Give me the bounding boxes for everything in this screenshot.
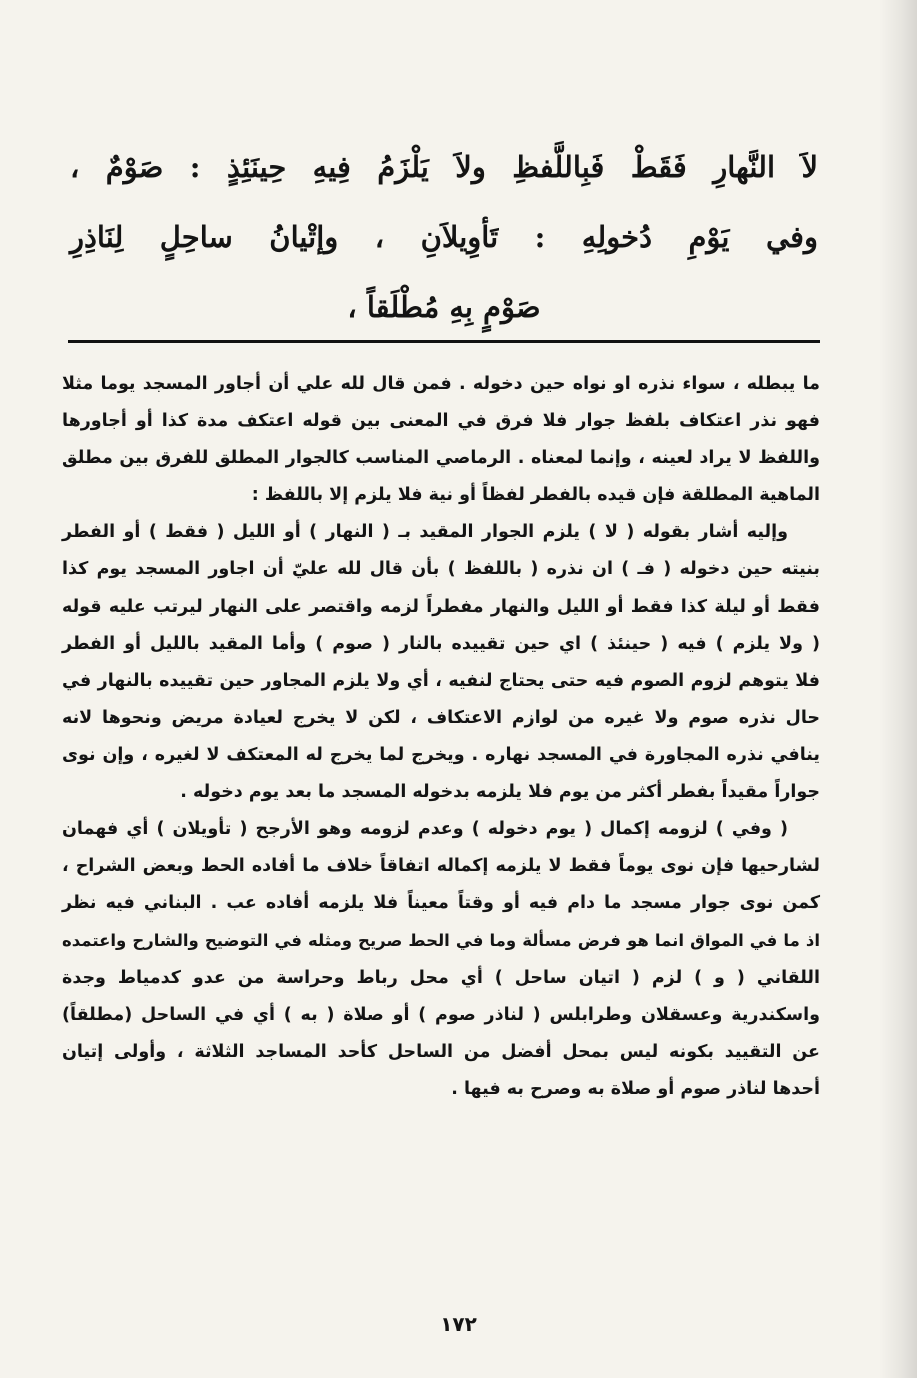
sharh-line: واسكندرية وعسقلان وطرابلس ( لناذر صوم ) أو صلاة ( به ) أي في الساحل (مطلقاً)	[62, 1004, 820, 1025]
sharh-line: ينافي نذره المجاورة في المسجد نهاره . ويخرج لما يخرج له المعتكف لا لغيره ، وإن نوى	[62, 744, 820, 765]
page-binding-shadow	[879, 0, 917, 1378]
sharh-line: أحدها لناذر صوم أو صلاة به وصرح به فيها .	[451, 1078, 820, 1099]
separator-rule	[68, 340, 820, 343]
page-number: ١٧٢	[440, 1312, 477, 1336]
sharh-line: عن التقييد بكونه ليس بمحل أفضل من الساحل كأحد المساجد الثلاثة ، وأولى إتيان	[62, 1041, 820, 1062]
sharh-line: ( ولا يلزم ) فيه ( حينئذ ) اي حين تقييده بالنار ( صوم ) وأما المقيد بالليل أو الفطر	[62, 633, 820, 654]
sharh-text	[62, 366, 820, 1108]
sharh-line: حال نذره صوم ولا غيره من لوازم الاعتكاف ، لكن لا يخرج لعيادة مريض ونحوها لانه	[62, 707, 820, 728]
sharh-line: بنيته حين دخوله ( فـ ) ان نذره ( باللفظ ) بأن قال لله عليّ أن اجاور المسجد يوم كذا	[62, 559, 820, 580]
sharh-line: واللفظ لا يراد لعينه ، وإنما لمعناه . الرماصي المناسب كالجوار المطلق للفرق بين مطلق	[62, 448, 820, 469]
matn-line: لاَ النَّهارِ فَقَطْ فَبِاللَّفظِ ولاَ يَلْزَمُ فِيهِ حِينَئِذٍ : صَوْمٌ ،	[70, 150, 818, 184]
sharh-line: فلا يتوهم لزوم الصوم فيه حتى يحتاج لنفيه ، أي ولا يلزم المجاور حين تقييده بالنهار في	[62, 670, 820, 691]
sharh-line: وإليه أشار بقوله ( لا ) يلزم الجوار المقيد بـ ( النهار ) أو الليل ( فقط ) أو الفطر	[62, 522, 788, 543]
sharh-line: جواراً مقيداً بفطر أكثر من يوم فلا يلزمه بدخوله المسجد ما بعد يوم دخوله .	[180, 782, 820, 803]
sharh-line: كمن نوى جوار مسجد ما دام فيه أو وقتاً معيناً فلا يلزمه أفاده عب . البناني فيه نظر	[62, 893, 820, 914]
sharh-line: لشارحيها فإن نوى يوماً فقط لا يلزمه إكماله اتفاقاً خلاف ما أفاده الحط وبعض الشراح ،	[62, 856, 820, 877]
sharh-line: الماهية المطلقة فإن قيده بالفطر لفظاً أو نية فلا يلزم إلا باللفظ :	[251, 485, 820, 506]
sharh-line: ( وفي ) لزومه إكمال ( يوم دخوله ) وعدم لزومه وهو الأرجح ( تأويلان ) أي فهمان	[62, 819, 788, 840]
sharh-line: اذ ما في المواق انما هو فرض مسألة وما في الحط صريح ومثله في التوضيح والشارح واعتمده	[62, 931, 820, 951]
matn-line: صَوْمٍ بِهِ مُطْلَقاً ،	[347, 290, 541, 324]
matn-text	[70, 132, 818, 342]
sharh-line: ما يبطله ، سواء نذره او نواه حين دخوله . فمن قال لله علي أن أجاور المسجد يوما مثلا	[62, 374, 820, 394]
sharh-line: اللقاني ( و ) لزم ( اتيان ساحل ) أي محل رباط وحراسة من عدو كدمياط وجدة	[62, 967, 820, 988]
sharh-line: فهو نذر اعتكاف بلفظ جوار فلا فرق في المعنى بين قوله اعتكف مدة كذا أو أجاورها	[62, 411, 820, 432]
sharh-line: فقط أو ليلة كذا فقط أو الليل والنهار مفطراً لزمه واقتصر على النهار ليرتب عليه قوله	[62, 596, 820, 617]
matn-line: وفي يَوْمِ دُخولِهِ : تَأوِيلاَنِ ، وإتْيانُ ساحِلٍ لِنَاذِرِ	[70, 220, 818, 254]
